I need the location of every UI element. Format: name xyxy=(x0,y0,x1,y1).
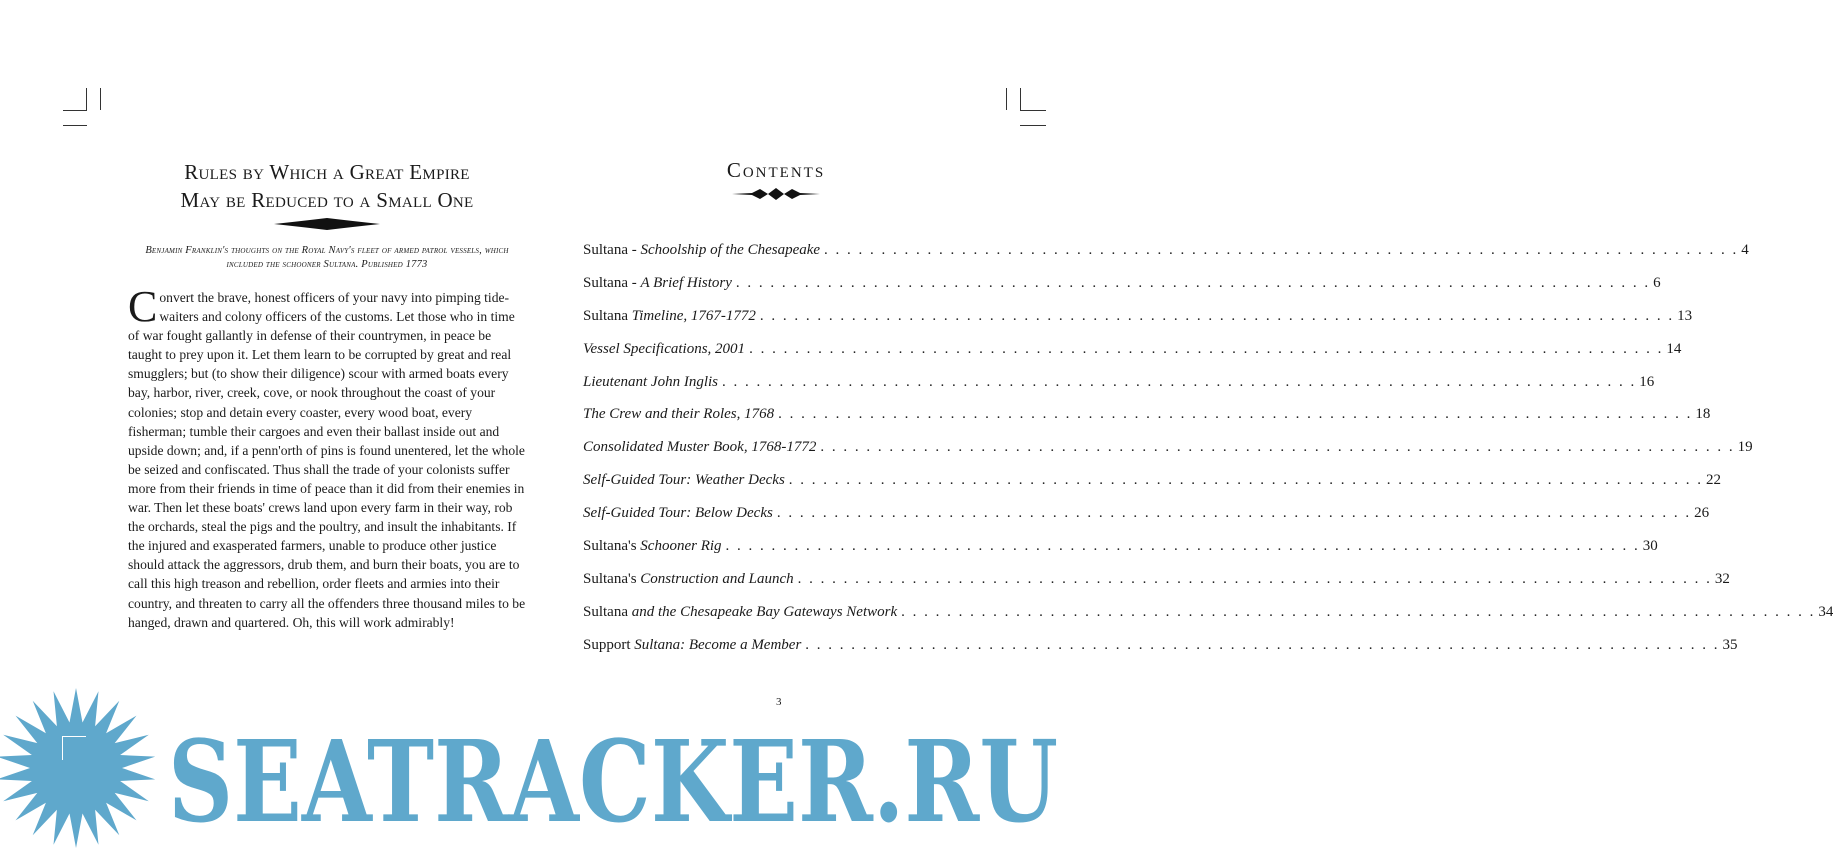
toc-entry-plain: Sultana - xyxy=(583,274,641,291)
toc-entry-plain: Sultana - xyxy=(583,242,641,258)
toc-leader-dots: . . . . . . . . . . . . . . . . . . . . . . . . . . . . . . . . . . . . . . . . . . . . . . . . . . . . . . . . . . . . . . . . . . . . . . . . . . . . . . . . xyxy=(788,472,1704,489)
crop-mark xyxy=(1006,88,1007,110)
crop-mark xyxy=(1020,88,1021,110)
toc-entry xyxy=(583,340,1682,374)
toc-leader-dots: . . . . . . . . . . . . . . . . . . . . . . . . . . . . . . . . . . . . . . . . . . . . . . . . . . . . . . . . . . . . . . . . . . . . . . . . . . . . . . . . xyxy=(735,274,1651,291)
toc-entry-italic: Vessel Specifications, 2001 xyxy=(583,340,746,357)
toc-page-number: 4 xyxy=(1741,242,1749,258)
toc-entry-italic: Construction and Launch xyxy=(640,570,794,587)
watermark-text: SEATRACKER.RU xyxy=(168,717,1058,848)
crop-mark xyxy=(63,125,87,126)
subtitle: Benjamin Franklin's thoughts on the Royal Navy's fleet of armed patrol vessels, which included the schooner Sultana. Published 1773 xyxy=(145,245,509,270)
toc-entry xyxy=(583,307,1693,341)
toc-entry-italic: Lieutenant John Inglis xyxy=(583,373,718,390)
toc-entry-label xyxy=(583,242,820,259)
toc-entry xyxy=(583,603,1833,637)
toc-leader-dots: . . . . . . . . . . . . . . . . . . . . . . . . . . . . . . . . . . . . . . . . . . . . . . . . . . . . . . . . . . . . . . . . . . . . . . . . . . . . . . . . xyxy=(776,505,1692,522)
toc-leader-dots: . . . . . . . . . . . . . . . . . . . . . . . . . . . . . . . . . . . . . . . . . . . . . . . . . . . . . . . . . . . . . . . . . . . . . . . . . . . . . . . . xyxy=(901,603,1816,620)
page-number: 3 xyxy=(776,696,782,708)
toc-entry-italic: and the Chesapeake Bay Gateways Network xyxy=(631,603,898,620)
title-line-1: Rules by Which a Great Empire xyxy=(184,160,470,184)
toc-entry-plain: Support xyxy=(583,636,635,653)
table-of-contents xyxy=(583,242,1833,670)
toc-page-number: 6 xyxy=(1653,274,1661,291)
sun-burst-icon xyxy=(0,688,155,848)
toc-entry-italic: Sultana: Become a Member xyxy=(634,636,802,653)
toc-entry xyxy=(583,439,1753,472)
toc-entry-label xyxy=(583,439,816,456)
toc-entry-italic: A Brief History xyxy=(640,274,732,291)
toc-entry-label xyxy=(583,472,785,489)
toc-leader-dots: . . . . . . . . . . . . . . . . . . . . . . . . . . . . . . . . . . . . . . . . . . . . . . . . . . . . . . . . . . . . . . . . . . . . . . . . . . . . . . . . xyxy=(725,538,1640,555)
toc-entry xyxy=(583,373,1655,407)
toc-page-number: 19 xyxy=(1737,439,1753,456)
ornament-diamonds-icon xyxy=(730,187,822,201)
toc-page-number: 22 xyxy=(1706,472,1722,489)
toc-page-number: 16 xyxy=(1639,373,1655,390)
toc-entry-label xyxy=(583,637,801,654)
toc-leader-dots: . . . . . . . . . . . . . . . . . . . . . . . . . . . . . . . . . . . . . . . . . . . . . . . . . . . . . . . . . . . . . . . . . . . . . . . . . . . . . . . . xyxy=(797,570,1712,587)
toc-entry-label xyxy=(583,308,756,325)
toc-entry xyxy=(583,505,1710,538)
toc-page-number: 30 xyxy=(1642,538,1658,555)
toc-page-number: 26 xyxy=(1694,505,1710,522)
title-line-2: May be Reduced to a Small One xyxy=(180,188,474,212)
toc-entry xyxy=(583,274,1661,308)
crop-mark xyxy=(100,88,101,110)
toc-entry-italic: Self-Guided Tour: Below Decks xyxy=(583,505,773,522)
body-paragraph: onvert the brave, honest officers of your navy into pimping tide-waiters and colony officers of the customs. Let those who in time of war fought gallantly in defense of their countrymen, in peace be taught to prey upon it. Let them learn to be corrupted by great and real smugglers; but (to show their diligence) scour with armed boats every bay, harbor, river, creek, cove, or nook throughout the coast of your colonies; stop and detain every coaster, every wood boat, every fisherman; tumble their cargoes and even their ballast inside out and upside down; and, if a penn'orth of pins is found unentered, let the whole be seized and confiscated. Thus shall the trade of your colonists suffer more from their friends in time of peace than it did from their enemies in war. Then let these boats' crews land upon every farm in their way, rob the orchards, steal the pigs and the poultry, and insult the inhabitants. If the injured and exasperated farmers, unable to produce other justice should attack the aggressors, drub them, and burn their boats, you are to call this high treason and rebellion, order fleets and armies into their country, and threaten to carry all the offenders three thousand miles to be hanged, drawn and quartered. Oh, this will work admirably! xyxy=(128,290,526,630)
toc-entry xyxy=(583,472,1722,505)
page-title xyxy=(128,158,526,214)
toc-entry-plain: Sultana xyxy=(583,307,632,324)
watermark xyxy=(0,696,1080,856)
toc-page-number: 14 xyxy=(1666,340,1682,357)
toc-entry-italic: Self-Guided Tour: Weather Decks xyxy=(583,472,785,489)
toc-entry-label xyxy=(583,275,732,292)
toc-entry-label xyxy=(583,505,773,522)
toc-entry-label xyxy=(583,571,794,588)
toc-entry xyxy=(583,242,1749,275)
toc-entry-italic: Schooner Rig xyxy=(640,538,722,555)
toc-entry-italic: Timeline, 1767-1772 xyxy=(631,307,756,324)
body-text xyxy=(128,282,526,632)
toc-entry-label xyxy=(583,604,897,621)
toc-entry-label xyxy=(583,374,718,391)
toc-entry-label xyxy=(583,406,774,423)
toc-entry-label xyxy=(583,538,722,555)
toc-leader-dots: . . . . . . . . . . . . . . . . . . . . . . . . . . . . . . . . . . . . . . . . . . . . . . . . . . . . . . . . . . . . . . . . . . . . . . . . . . . . . . . . xyxy=(722,373,1637,390)
toc-entry-italic: Schoolship of the Chesapeake xyxy=(640,242,821,258)
toc-page-number: 35 xyxy=(1722,636,1738,653)
toc-entry-plain: Sultana's xyxy=(583,570,641,587)
toc-page-number: 34 xyxy=(1818,603,1833,620)
toc-leader-dots: . . . . . . . . . . . . . . . . . . . . . . . . . . . . . . . . . . . . . . . . . . . . . . . . . . . . . . . . . . . . . . . . . . . . . . . . . . . . . . . . xyxy=(778,406,1693,423)
toc-entry xyxy=(583,636,1738,670)
toc-entry-plain: Sultana xyxy=(583,603,632,620)
toc-page-number: 18 xyxy=(1695,406,1711,423)
toc-entry xyxy=(583,538,1658,571)
toc-entry-italic: Consolidated Muster Book, 1768-1772 xyxy=(583,439,817,456)
toc-page-number: 32 xyxy=(1714,570,1730,587)
crop-mark xyxy=(1020,125,1046,126)
toc-leader-dots: . . . . . . . . . . . . . . . . . . . . . . . . . . . . . . . . . . . . . . . . . . . . . . . . . . . . . . . . . . . . . . . . . . . . . . . . . . . . . . . . xyxy=(820,439,1735,456)
toc-entry-plain: Sultana's xyxy=(583,538,641,555)
crop-mark xyxy=(86,88,87,110)
drop-cap: C xyxy=(128,282,158,331)
toc-entry xyxy=(583,406,1711,439)
crop-mark xyxy=(63,110,87,111)
left-page xyxy=(128,158,526,632)
toc-leader-dots: . . . . . . . . . . . . . . . . . . . . . . . . . . . . . . . . . . . . . . . . . . . . . . . . . . . . . . . . . . . . . . . . . . . . . . . . . . . . . . . . xyxy=(759,307,1675,324)
toc-leader-dots: . . . . . . . . . . . . . . . . . . . . . . . . . . . . . . . . . . . . . . . . . . . . . . . . . . . . . . . . . . . . . . . . . . . . . . . . . . . . . . . . xyxy=(824,242,1739,258)
toc-page-number: 13 xyxy=(1677,307,1693,324)
toc-entry-italic: The Crew and their Roles, 1768 xyxy=(583,406,775,423)
toc-entry-label xyxy=(583,341,745,358)
toc-entry xyxy=(583,570,1730,604)
toc-leader-dots: . . . . . . . . . . . . . . . . . . . . . . . . . . . . . . . . . . . . . . . . . . . . . . . . . . . . . . . . . . . . . . . . . . . . . . . . . . . . . . . . xyxy=(749,340,1664,357)
toc-leader-dots: . . . . . . . . . . . . . . . . . . . . . . . . . . . . . . . . . . . . . . . . . . . . . . . . . . . . . . . . . . . . . . . . . . . . . . . . . . . . . . . . xyxy=(805,636,1720,653)
right-page xyxy=(583,158,1833,653)
contents-title: Contents xyxy=(726,158,826,182)
crop-mark xyxy=(1020,110,1046,111)
ornament-rule-icon xyxy=(272,218,382,230)
